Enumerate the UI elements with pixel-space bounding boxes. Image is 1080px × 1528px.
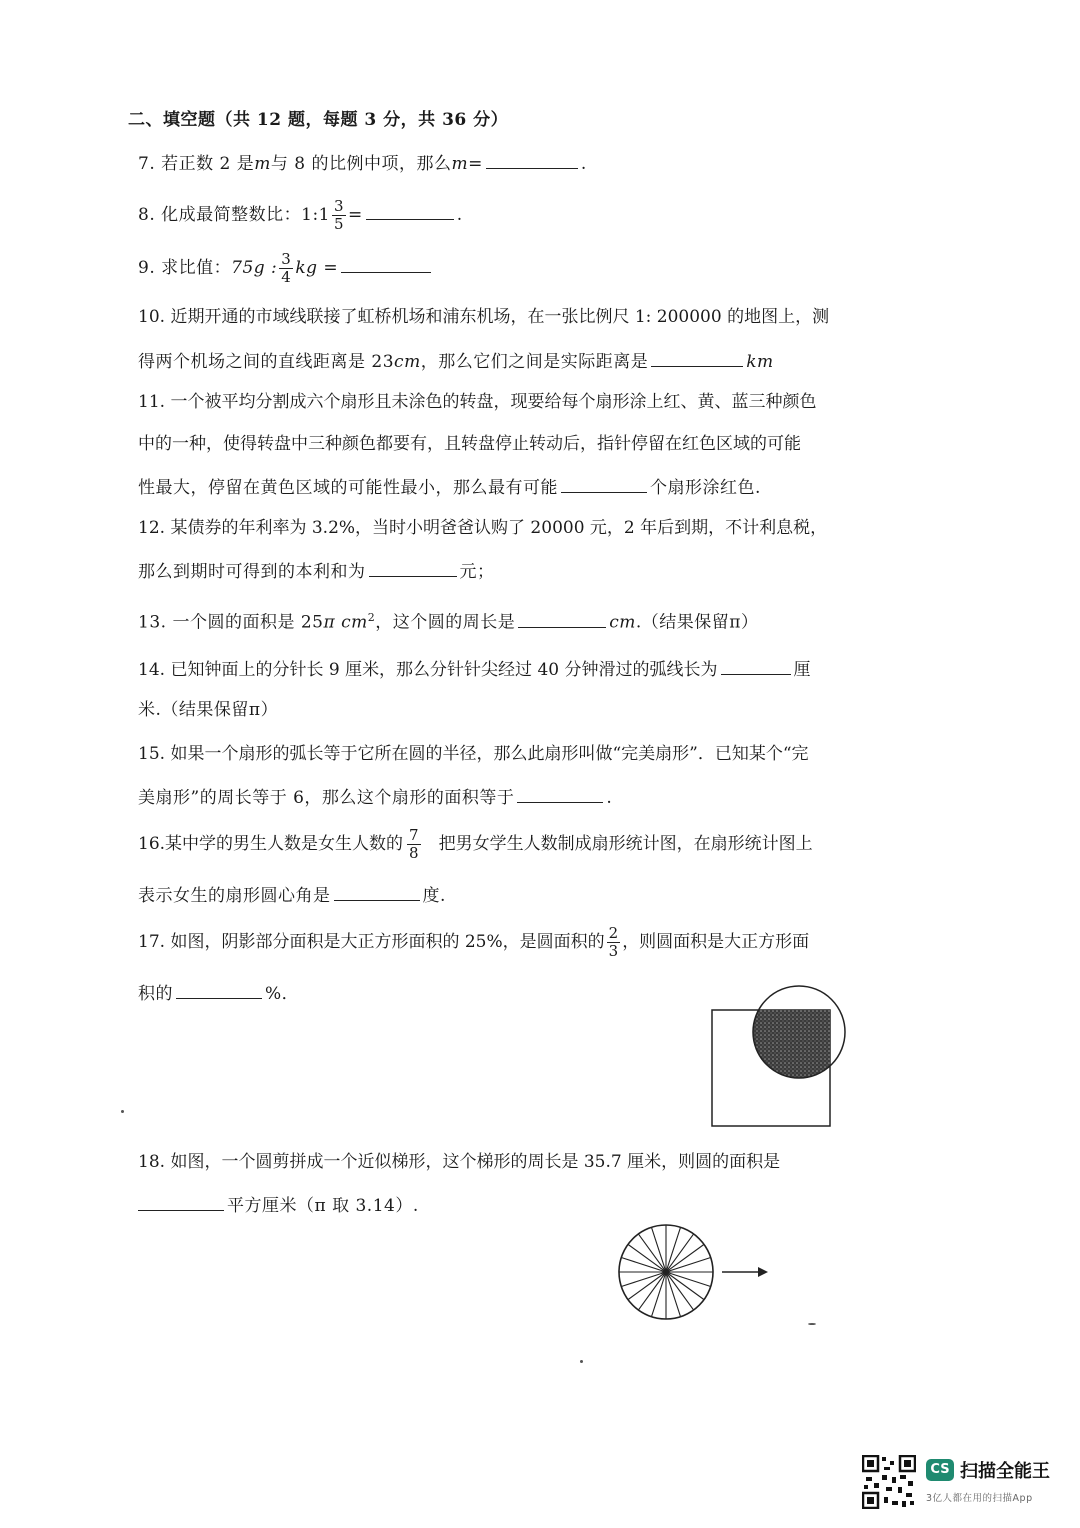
answer-blank[interactable]: [486, 150, 578, 169]
sector-spoke: [666, 1244, 704, 1272]
sector-spoke: [638, 1234, 666, 1272]
question-13: 13. 一个圆的面积是 25π $cm^2$，这个圆的周长是 cm.（结果保留π）: [138, 606, 860, 635]
section-heading: 二、填空题（共 12 题，每题 3 分，共 36 分）: [128, 110, 509, 130]
question-10-line1: 10. 近期开通的市域线联接了虹桥机场和浦东机场，在一张比例尺 1: 200000 的地图上，测: [138, 307, 830, 327]
question-15-line2: 美扇形”的周长等于 6，那么这个扇形的面积等于 .: [138, 784, 860, 810]
arrow-icon: [722, 1267, 768, 1277]
sector-spoke: [666, 1272, 704, 1300]
fraction: $\frac{3}{4}$: [281, 250, 292, 286]
answer-blank[interactable]: [517, 784, 603, 803]
figure-sector-circle: [612, 1220, 772, 1324]
sector-spoke: [666, 1227, 681, 1272]
question-11-line3: 性最大，停留在黄色区域的可能性最小，那么最有可能 个扇形涂红色.: [138, 474, 860, 500]
sector-spoke: [638, 1272, 666, 1310]
sector-spoke: [651, 1227, 666, 1272]
question-12-line2: 那么到期时可得到的本利和为 元；: [138, 558, 860, 584]
sector-spoke: [621, 1257, 666, 1272]
scanner-watermark: [862, 1455, 1062, 1510]
sector-spoke: [666, 1272, 694, 1310]
scan-speck: [808, 1323, 816, 1325]
scan-speck: [580, 1360, 583, 1363]
camscanner-logo: CS: [926, 1459, 954, 1481]
question-17-line1: 17. 如图，阴影部分面积是大正方形面积的 25%，是圆面积的 $\frac{2}{3}$ ，则圆面积是大正方形面: [138, 924, 810, 960]
question-15-line1: 15. 如果一个扇形的弧长等于它所在圆的半径，那么此扇形叫做“完美扇形”．已知某个“完: [138, 744, 809, 764]
answer-blank[interactable]: [561, 474, 647, 493]
sector-spoke: [666, 1272, 681, 1317]
sector-spoke: [666, 1257, 711, 1272]
answer-blank[interactable]: [518, 609, 606, 628]
answer-blank[interactable]: [138, 1192, 224, 1211]
watermark-subtitle: 3亿人都在用的扫描App: [926, 1493, 1033, 1504]
question-14-line1: 14. 已知钟面上的分针长 9 厘米，那么分针针尖经过 40 分钟滑过的弧线长为 厘: [138, 656, 860, 682]
question-12-line1: 12. 某债券的年利率为 3.2%，当时小明爸爸认购了 20000 元，2 年后到期，不计利息税，: [138, 518, 828, 538]
question-17-line2: 积的 %．: [138, 980, 860, 1006]
question-16-line2: 表示女生的扇形圆心角是 度.: [138, 882, 860, 908]
question-8: 8. 化成最简整数比：1:1 $\frac{3}{5}$ = .: [138, 197, 463, 233]
sector-spoke: [666, 1234, 694, 1272]
question-11-line2: 中的一种，使得转盘中三种颜色都要有，且转盘停止转动后，指针停留在红色区域的可能: [138, 434, 801, 454]
scan-speck: [121, 1110, 124, 1113]
sector-spoke: [651, 1272, 666, 1317]
answer-blank[interactable]: [651, 348, 743, 367]
sector-spoke: [628, 1244, 666, 1272]
question-7: 7. 若正数 2 是m与 8 的比例中项，那么m= .: [138, 150, 860, 176]
sector-spoke: [666, 1272, 711, 1287]
sector-spoke: [628, 1272, 666, 1300]
sector-spoke: [621, 1272, 666, 1287]
question-14-line2: 米.（结果保留π）: [138, 700, 279, 720]
answer-blank[interactable]: [334, 882, 420, 901]
question-10-line2: 得两个机场之间的直线距离是 23cm，那么它们之间是实际距离是 km: [138, 348, 860, 374]
sector-circle: [619, 1225, 713, 1319]
answer-blank[interactable]: [721, 656, 791, 675]
answer-blank[interactable]: [176, 980, 262, 999]
question-11-line1: 11. 一个被平均分割成六个扇形且未涂色的转盘，现要给每个扇形涂上红、黄、蓝三种颜色: [138, 392, 817, 412]
qr-code-icon: [862, 1455, 916, 1509]
fraction: $\frac{2}{3}$: [608, 924, 619, 960]
watermark-name: 扫描全能王: [960, 1461, 1050, 1482]
question-9: 9. 求比值：75g : $\frac{3}{4}$ kg =: [138, 250, 860, 286]
answer-blank[interactable]: [366, 201, 454, 220]
question-18-line1: 18. 如图，一个圆剪拼成一个近似梯形，这个梯形的周长是 35.7 厘米，则圆的面积是: [138, 1152, 781, 1172]
question-16-line1: 16.某中学的男生人数是女生人数的 $\frac{7}{8}$ 把男女学生人数制成扇形统计图，在扇形统计图上: [138, 826, 813, 862]
fraction: $\frac{3}{5}$: [333, 197, 345, 233]
fraction: $\frac{7}{8}$: [409, 826, 419, 862]
answer-blank[interactable]: [369, 558, 457, 577]
figure-square-circle: [700, 982, 860, 1132]
answer-blank[interactable]: [341, 254, 431, 273]
question-18-line2: 平方厘米（π 取 3.14）.: [138, 1192, 860, 1218]
